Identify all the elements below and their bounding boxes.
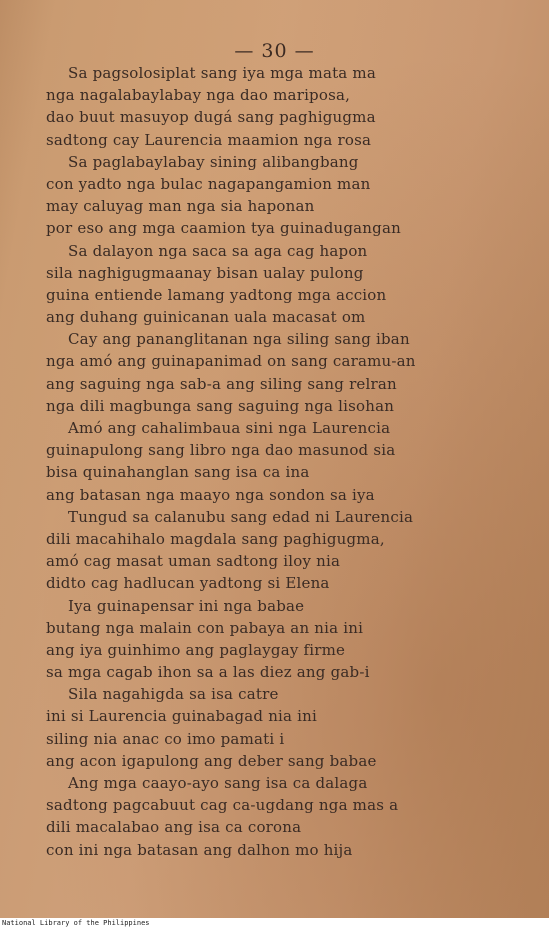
poem-line: sadtong cay Laurencia maamion nga rosa <box>46 130 372 149</box>
poem-line: amó cag masat uman sadtong iloy nia <box>46 552 341 571</box>
poem-line: may caluyag man nga sia haponan <box>46 197 315 216</box>
poem-line: sila naghigugmaanay bisan ualay pulong <box>46 263 364 282</box>
poem-line: Sa pagsolosiplat sang iya mga mata ma <box>68 64 376 82</box>
poem-line: dili macalabao ang isa ca corona <box>46 818 302 837</box>
poem-line: Ang mga caayo-ayo sang isa ca dalaga <box>68 774 368 792</box>
poem-line: ang saguing nga sab-a ang siling sang relran <box>46 374 397 393</box>
poem-line: Amó ang cahalimbaua sini nga Laurencia <box>68 419 391 437</box>
poem-line: por eso ang mga caamion tya guinadugangan <box>46 219 401 238</box>
poem-line: Tungud sa calanubu sang edad ni Laurencia <box>68 507 414 526</box>
poem-line: ang iya guinhimo ang paglaygay firme <box>46 640 346 659</box>
poem-line: ang acon igapulong ang deber sang babae <box>46 751 377 770</box>
poem-line: guina entiende lamang yadtong mga accion <box>46 285 387 304</box>
poem-line: Sila nagahigda sa isa catre <box>68 685 279 704</box>
page-number: — 30 — <box>234 40 315 62</box>
poem-line: didto cag hadlucan yadtong si Elena <box>46 574 330 593</box>
poem-line: siling nia anac co imo pamati i <box>46 729 285 748</box>
poem-line: sa mga cagab ihon sa a las diez ang gab-i <box>46 663 370 682</box>
poem-line: guinapulong sang libro nga dao masunod sia <box>46 441 396 460</box>
poem-line: butang nga malain con pabaya an nia ini <box>46 618 364 637</box>
footer-strip <box>0 918 549 929</box>
poem-line: ini si Laurencia guinabagad nia ini <box>46 707 318 726</box>
poem-text-block <box>46 62 496 861</box>
poem-line: sadtong pagcabuut cag ca-ugdang nga mas a <box>46 796 399 815</box>
poem-line: nga dili magbunga sang saguing nga lisohan <box>46 396 395 415</box>
poem-line: nga amó ang guinapanimad on sang caramu-an <box>46 352 416 371</box>
poem-line: nga nagalabaylabay nga dao mariposa, <box>46 86 351 105</box>
poem-line: Sa paglabaylabay sining alibangbang <box>68 152 359 171</box>
poem-line: ang batasan nga maayo nga sondon sa iya <box>46 485 375 504</box>
poem-line: con yadto nga bulac nagapangamion man <box>46 174 371 193</box>
poem-line: con ini nga batasan ang dalhon mo hija <box>46 840 353 859</box>
poem-line: Sa dalayon nga saca sa aga cag hapon <box>68 241 368 260</box>
library-credit: National Library of the Philippines <box>2 919 150 927</box>
poem-line: dili macahihalo magdala sang paghigugma, <box>46 529 385 548</box>
poem-line: ang duhang guinicanan uala macasat om <box>46 308 366 327</box>
poem-line: Iya guinapensar ini nga babae <box>68 596 305 615</box>
poem-line: dao buut masuyop dugá sang paghigugma <box>46 108 376 127</box>
poem-line: bisa quinahanglan sang isa ca ina <box>46 463 310 482</box>
poem-line: Cay ang pananglitanan nga siling sang iban <box>68 330 410 349</box>
